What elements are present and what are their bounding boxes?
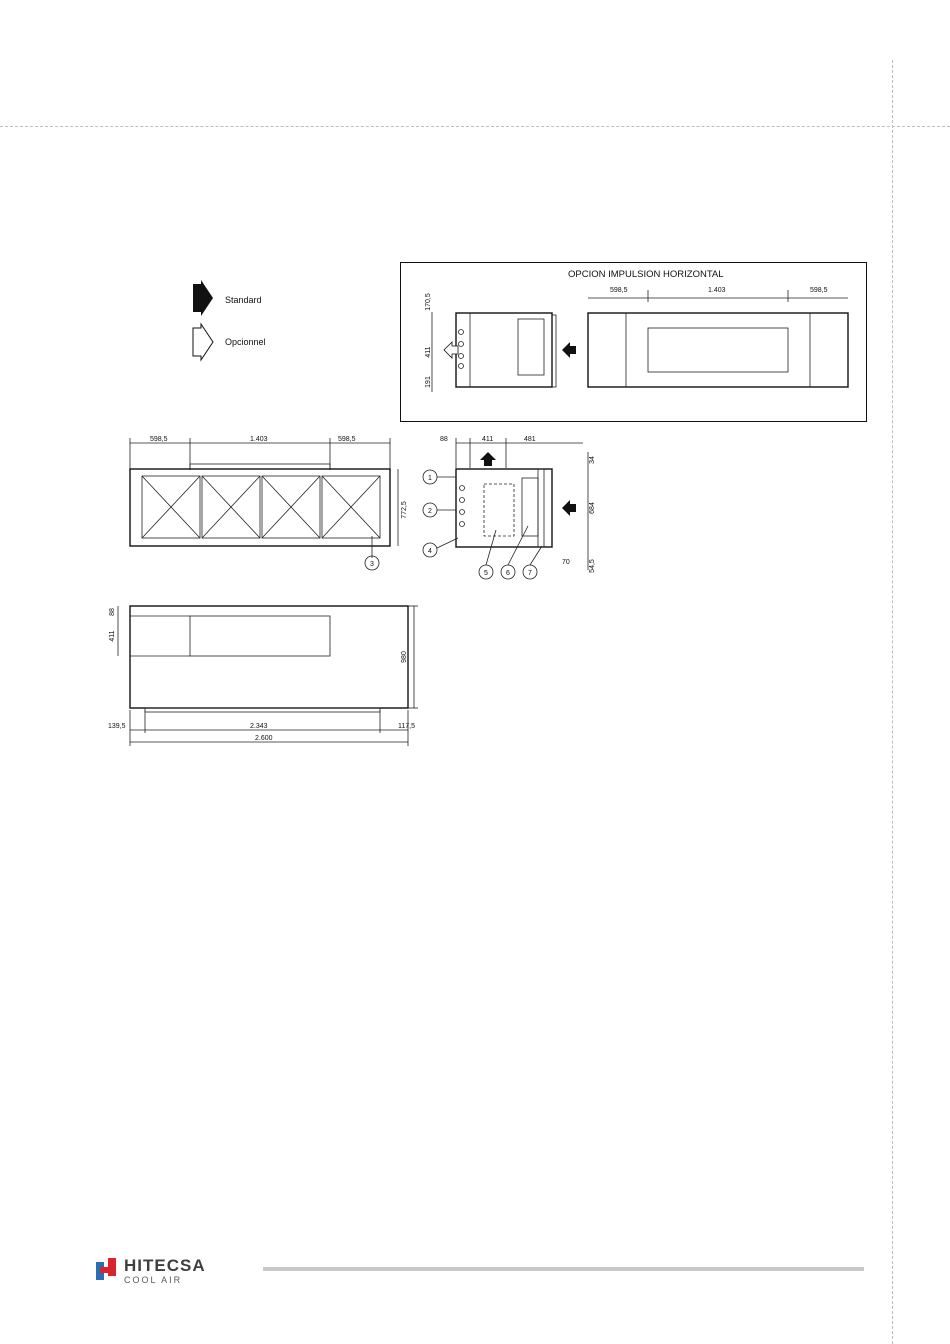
- svg-text:5: 5: [484, 570, 488, 577]
- side-dim-54-5: 54,5: [589, 559, 596, 573]
- filter-panels: [142, 476, 380, 538]
- svg-text:2: 2: [428, 508, 432, 515]
- top-view-drawing: [100, 600, 430, 750]
- svg-text:6: 6: [506, 570, 510, 577]
- top-dim-139-5: 139,5: [108, 723, 126, 730]
- dim-411: 411: [425, 346, 432, 358]
- side-inlet-arrow-icon: [562, 500, 576, 516]
- dim-598-5-left: 598,5: [610, 287, 628, 294]
- legend-optional-label: Opcionnel: [225, 337, 266, 347]
- front-dim-height: 772,5: [401, 501, 408, 519]
- footer-divider: [263, 1267, 864, 1271]
- side-dim-684: 684: [589, 502, 596, 514]
- horizontal-option-panel: [400, 262, 868, 424]
- side-dim-88: 88: [440, 436, 448, 443]
- svg-text:4: 4: [428, 548, 432, 555]
- top-dim-117-5: 117,5: [398, 723, 415, 730]
- arrow-legend: [185, 278, 295, 368]
- dim-191: 191: [425, 376, 432, 388]
- dim-1403: 1.403: [708, 287, 726, 294]
- side-dim-411: 411: [482, 436, 494, 443]
- side-dim-34: 34: [589, 456, 596, 464]
- inlet-arrow-icon: [562, 342, 576, 358]
- side-dim-481: 481: [524, 436, 536, 443]
- top-outlet-arrow-icon: [480, 452, 496, 466]
- dim-170-5: 170,5: [425, 293, 432, 311]
- side-view-drawing: [418, 430, 598, 580]
- top-dashed-guide: [0, 126, 950, 127]
- right-dashed-guide: [892, 60, 893, 1344]
- side-dim-70: 70: [562, 559, 570, 566]
- front-dim-right: 598,5: [338, 436, 356, 443]
- svg-text:7: 7: [528, 570, 532, 577]
- legend-standard-label: Standard: [225, 295, 262, 305]
- optional-arrow-icon: [193, 324, 213, 360]
- top-dim-980: 980: [401, 651, 408, 663]
- svg-text:1: 1: [428, 475, 432, 482]
- front-dim-left: 598,5: [150, 436, 168, 443]
- svg-text:3: 3: [370, 561, 374, 568]
- top-dim-88: 88: [109, 608, 116, 616]
- front-view-drawing: [110, 430, 410, 580]
- standard-arrow-icon: [193, 280, 213, 316]
- hitecsa-logo-icon: [94, 1256, 120, 1282]
- brand-tagline: COOL AIR: [124, 1275, 183, 1285]
- top-dim-2343: 2.343: [250, 723, 268, 730]
- top-dim-411: 411: [109, 630, 116, 642]
- horizontal-option-title: OPCION IMPULSION HORIZONTAL: [568, 269, 724, 280]
- top-dim-2600: 2.600: [255, 735, 273, 742]
- brand-name: HITECSA: [124, 1256, 206, 1275]
- front-dim-middle: 1.403: [250, 436, 268, 443]
- dim-598-5-right: 598,5: [810, 287, 828, 294]
